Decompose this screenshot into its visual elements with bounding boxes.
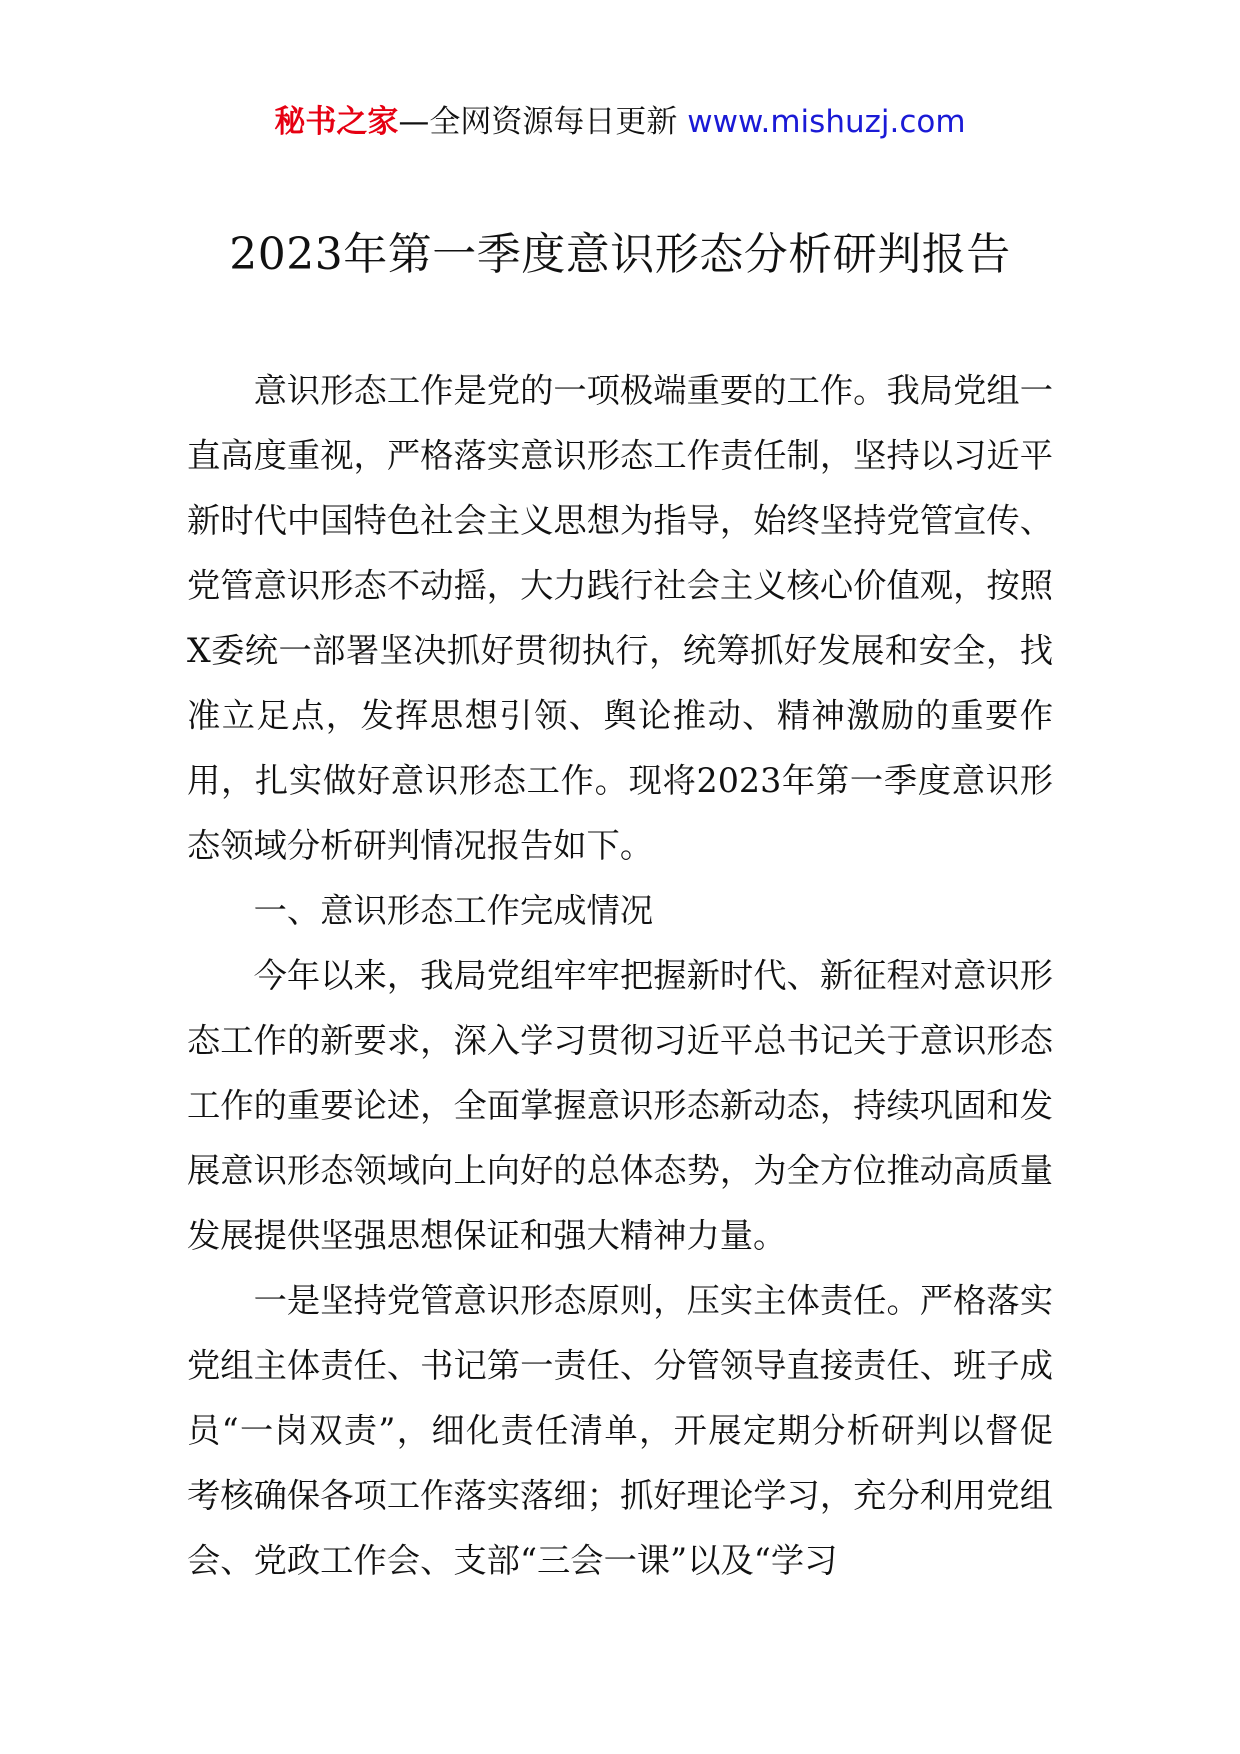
site-url-link[interactable]: www.mishuzj.com [687, 104, 966, 140]
brand-name: 秘书之家 [274, 104, 399, 140]
paragraph-point-1: 一是坚持党管意识形态原则，压实主体责任。严格落实党组主体责任、书记第一责任、分管领导直接责任、班子成员“一岗双责”，细化责任清单，开展定期分析研判以督促考核确保各项工作落实落细；抓好理论学习，充分利用党组会、党政工作会、支部“三会一课”以及“学习 [187, 1281, 1053, 1580]
document-body [187, 358, 1053, 1593]
header-tagline: —全网资源每日更新 [398, 104, 678, 140]
paragraph-section-1: 今年以来，我局党组牢牢把握新时代、新征程对意识形态工作的新要求，深入学习贯彻习近平总书记关于意识形态工作的重要论述，全面掌握意识形态新动态，持续巩固和发展意识形态领域向上向好的总体态势，为全方位推动高质量发展提供坚强思想保证和强大精神力量。 [187, 956, 1053, 1255]
document-title: 2023年第一季度意识形态分析研判报告 [229, 229, 1011, 280]
paragraph-intro: 意识形态工作是党的一项极端重要的工作。我局党组一直高度重视，严格落实意识形态工作责任制，坚持以习近平新时代中国特色社会主义思想为指导，始终坚持党管宣传、党管意识形态不动摇，大力践行社会主义核心价值观，按照X委统一部署坚决抓好贯彻执行，统筹抓好发展和安全，找准立足点，发挥思想引领、舆论推动、精神激励的重要作用，扎实做好意识形态工作。现将2023年第一季度意识形态领域分析研判情况报告如下。 [187, 371, 1053, 865]
site-header [0, 100, 1240, 144]
section-heading-1: 一、意识形态工作完成情况 [253, 891, 654, 930]
